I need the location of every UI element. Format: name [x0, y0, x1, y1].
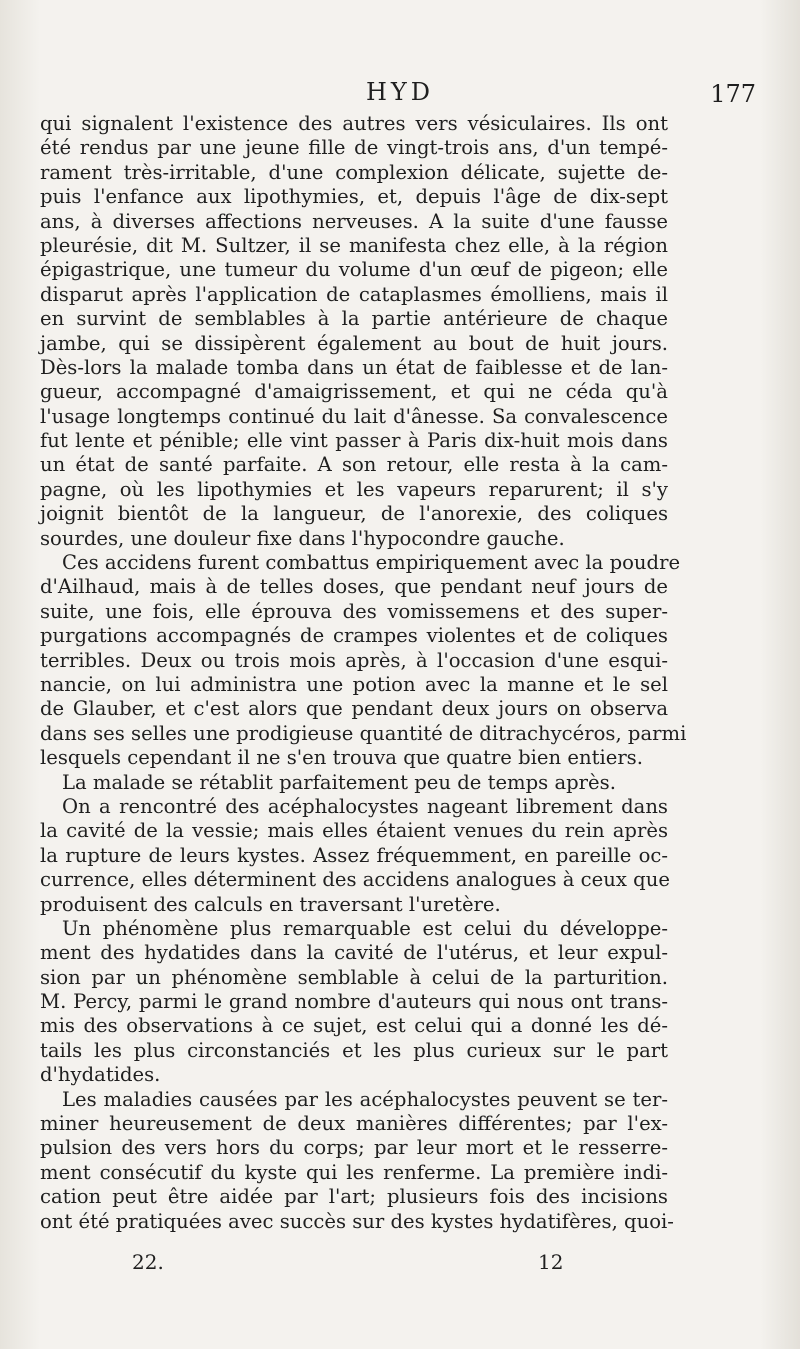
text-line: Un phénomène plus remarquable est celui du développe-: [62, 916, 668, 940]
text-line: lesquels cependant il ne s'en trouva que quatre bien entiers.: [40, 746, 643, 770]
text-line: Ces accidens furent combattus empiriquement avec la poudre: [62, 551, 681, 575]
text-line: dans ses selles une prodigieuse quantité de ditrachycéros, parmi: [40, 721, 687, 745]
text-line: disparut après l'application de cataplasmes émolliens, mais il: [40, 282, 668, 306]
signature-mark: 22.: [132, 1250, 164, 1274]
page-header: [40, 78, 760, 108]
text-line: produisent des calculs en traversant l'uretère.: [40, 892, 501, 916]
text-line: jambe, qui se dissipèrent également au bout de huit jours.: [40, 331, 668, 355]
text-line: currence, elles déterminent des accidens analogues à ceux que: [40, 868, 670, 892]
text-line: Les maladies causées par les acéphalocystes peuvent se ter-: [62, 1087, 668, 1111]
text-line: cation peut être aidée par l'art; plusieurs fois des incisions: [40, 1185, 668, 1209]
text-line: mis des observations à ce sujet, est celui qui a donné les dé-: [40, 1014, 668, 1038]
text-line: sion par un phénomène semblable à celui de la parturition.: [40, 965, 668, 989]
text-line: l'usage longtemps continué du lait d'ânesse. Sa convalescence: [40, 404, 668, 428]
text-line: de Glauber, et c'est alors que pendant deux jours on observa: [40, 697, 668, 721]
text-line: puis l'enfance aux lipothymies, et, depuis l'âge de dix-sept: [40, 185, 668, 209]
running-head: HYD: [365, 78, 434, 106]
text-line: un état de santé parfaite. A son retour, elle resta à la cam-: [40, 453, 668, 477]
text-line: rament très-irritable, d'une complexion délicate, sujette de-: [40, 160, 668, 184]
text-line: ont été pratiquées avec succès sur des kystes hydatifères, quoi-: [40, 1209, 674, 1233]
text-line: Dès-lors la malade tomba dans un état de faiblesse et de lan-: [40, 355, 668, 379]
text-line: pleurésie, dit M. Sultzer, il se manifesta chez elle, à la région: [40, 233, 668, 257]
text-line: la rupture de leurs kystes. Assez fréquemment, en pareille oc-: [40, 843, 668, 867]
text-line: sourdes, une douleur fixe dans l'hypocondre gauche.: [40, 526, 565, 550]
text-line: épigastrique, une tumeur du volume d'un œuf de pigeon; elle: [40, 258, 668, 282]
catchword: 12: [538, 1250, 564, 1274]
page-footer: [40, 1250, 668, 1278]
text-line: joignit bientôt de la langueur, de l'anorexie, des coliques: [40, 502, 668, 526]
text-line: la cavité de la vessie; mais elles étaient venues du rein après: [40, 819, 668, 843]
text-line: fut lente et pénible; elle vint passer à Paris dix-huit mois dans: [40, 429, 668, 453]
text-line: La malade se rétablit parfaitement peu de temps après.: [62, 770, 616, 794]
text-line: On a rencontré des acéphalocystes nageant librement dans: [62, 794, 668, 818]
text-line: en survint de semblables à la partie antérieure de chaque: [40, 307, 668, 331]
text-line: été rendus par une jeune fille de vingt-trois ans, d'un tempé-: [40, 136, 668, 160]
text-line: M. Percy, parmi le grand nombre d'auteurs qui nous ont trans-: [40, 990, 668, 1014]
text-line: pagne, où les lipothymies et les vapeurs reparurent; il s'y: [40, 477, 668, 501]
page-number: 177: [710, 80, 756, 108]
text-line: miner heureusement de deux manières différentes; par l'ex-: [40, 1112, 668, 1136]
text-line: terribles. Deux ou trois mois après, à l'occasion d'une esqui-: [40, 648, 668, 672]
text-line: ment des hydatides dans la cavité de l'utérus, et leur expul-: [40, 941, 668, 965]
text-line: tails les plus circonstanciés et les plus curieux sur le part: [40, 1038, 668, 1062]
text-line: purgations accompagnés de crampes violentes et de coliques: [40, 624, 668, 648]
text-line: ment consécutif du kyste qui les renferme. La première indi-: [40, 1160, 668, 1184]
text-line: gueur, accompagné d'amaigrissement, et qui ne céda qu'à: [40, 380, 668, 404]
text-line: nancie, on lui administra une potion avec la manne et le sel: [40, 672, 668, 696]
text-line: qui signalent l'existence des autres vers vésiculaires. Ils ont: [40, 112, 668, 135]
text-line: ans, à diverses affections nerveuses. A la suite d'une fausse: [40, 209, 668, 233]
body-text: [40, 112, 687, 1234]
text-line: pulsion des vers hors du corps; par leur mort et le resserre-: [40, 1136, 668, 1160]
text-line: d'hydatides.: [40, 1063, 161, 1087]
text-line: d'Ailhaud, mais à de telles doses, que pendant neuf jours de: [40, 575, 668, 599]
text-line: suite, une fois, elle éprouva des vomissemens et des super-: [40, 599, 668, 623]
